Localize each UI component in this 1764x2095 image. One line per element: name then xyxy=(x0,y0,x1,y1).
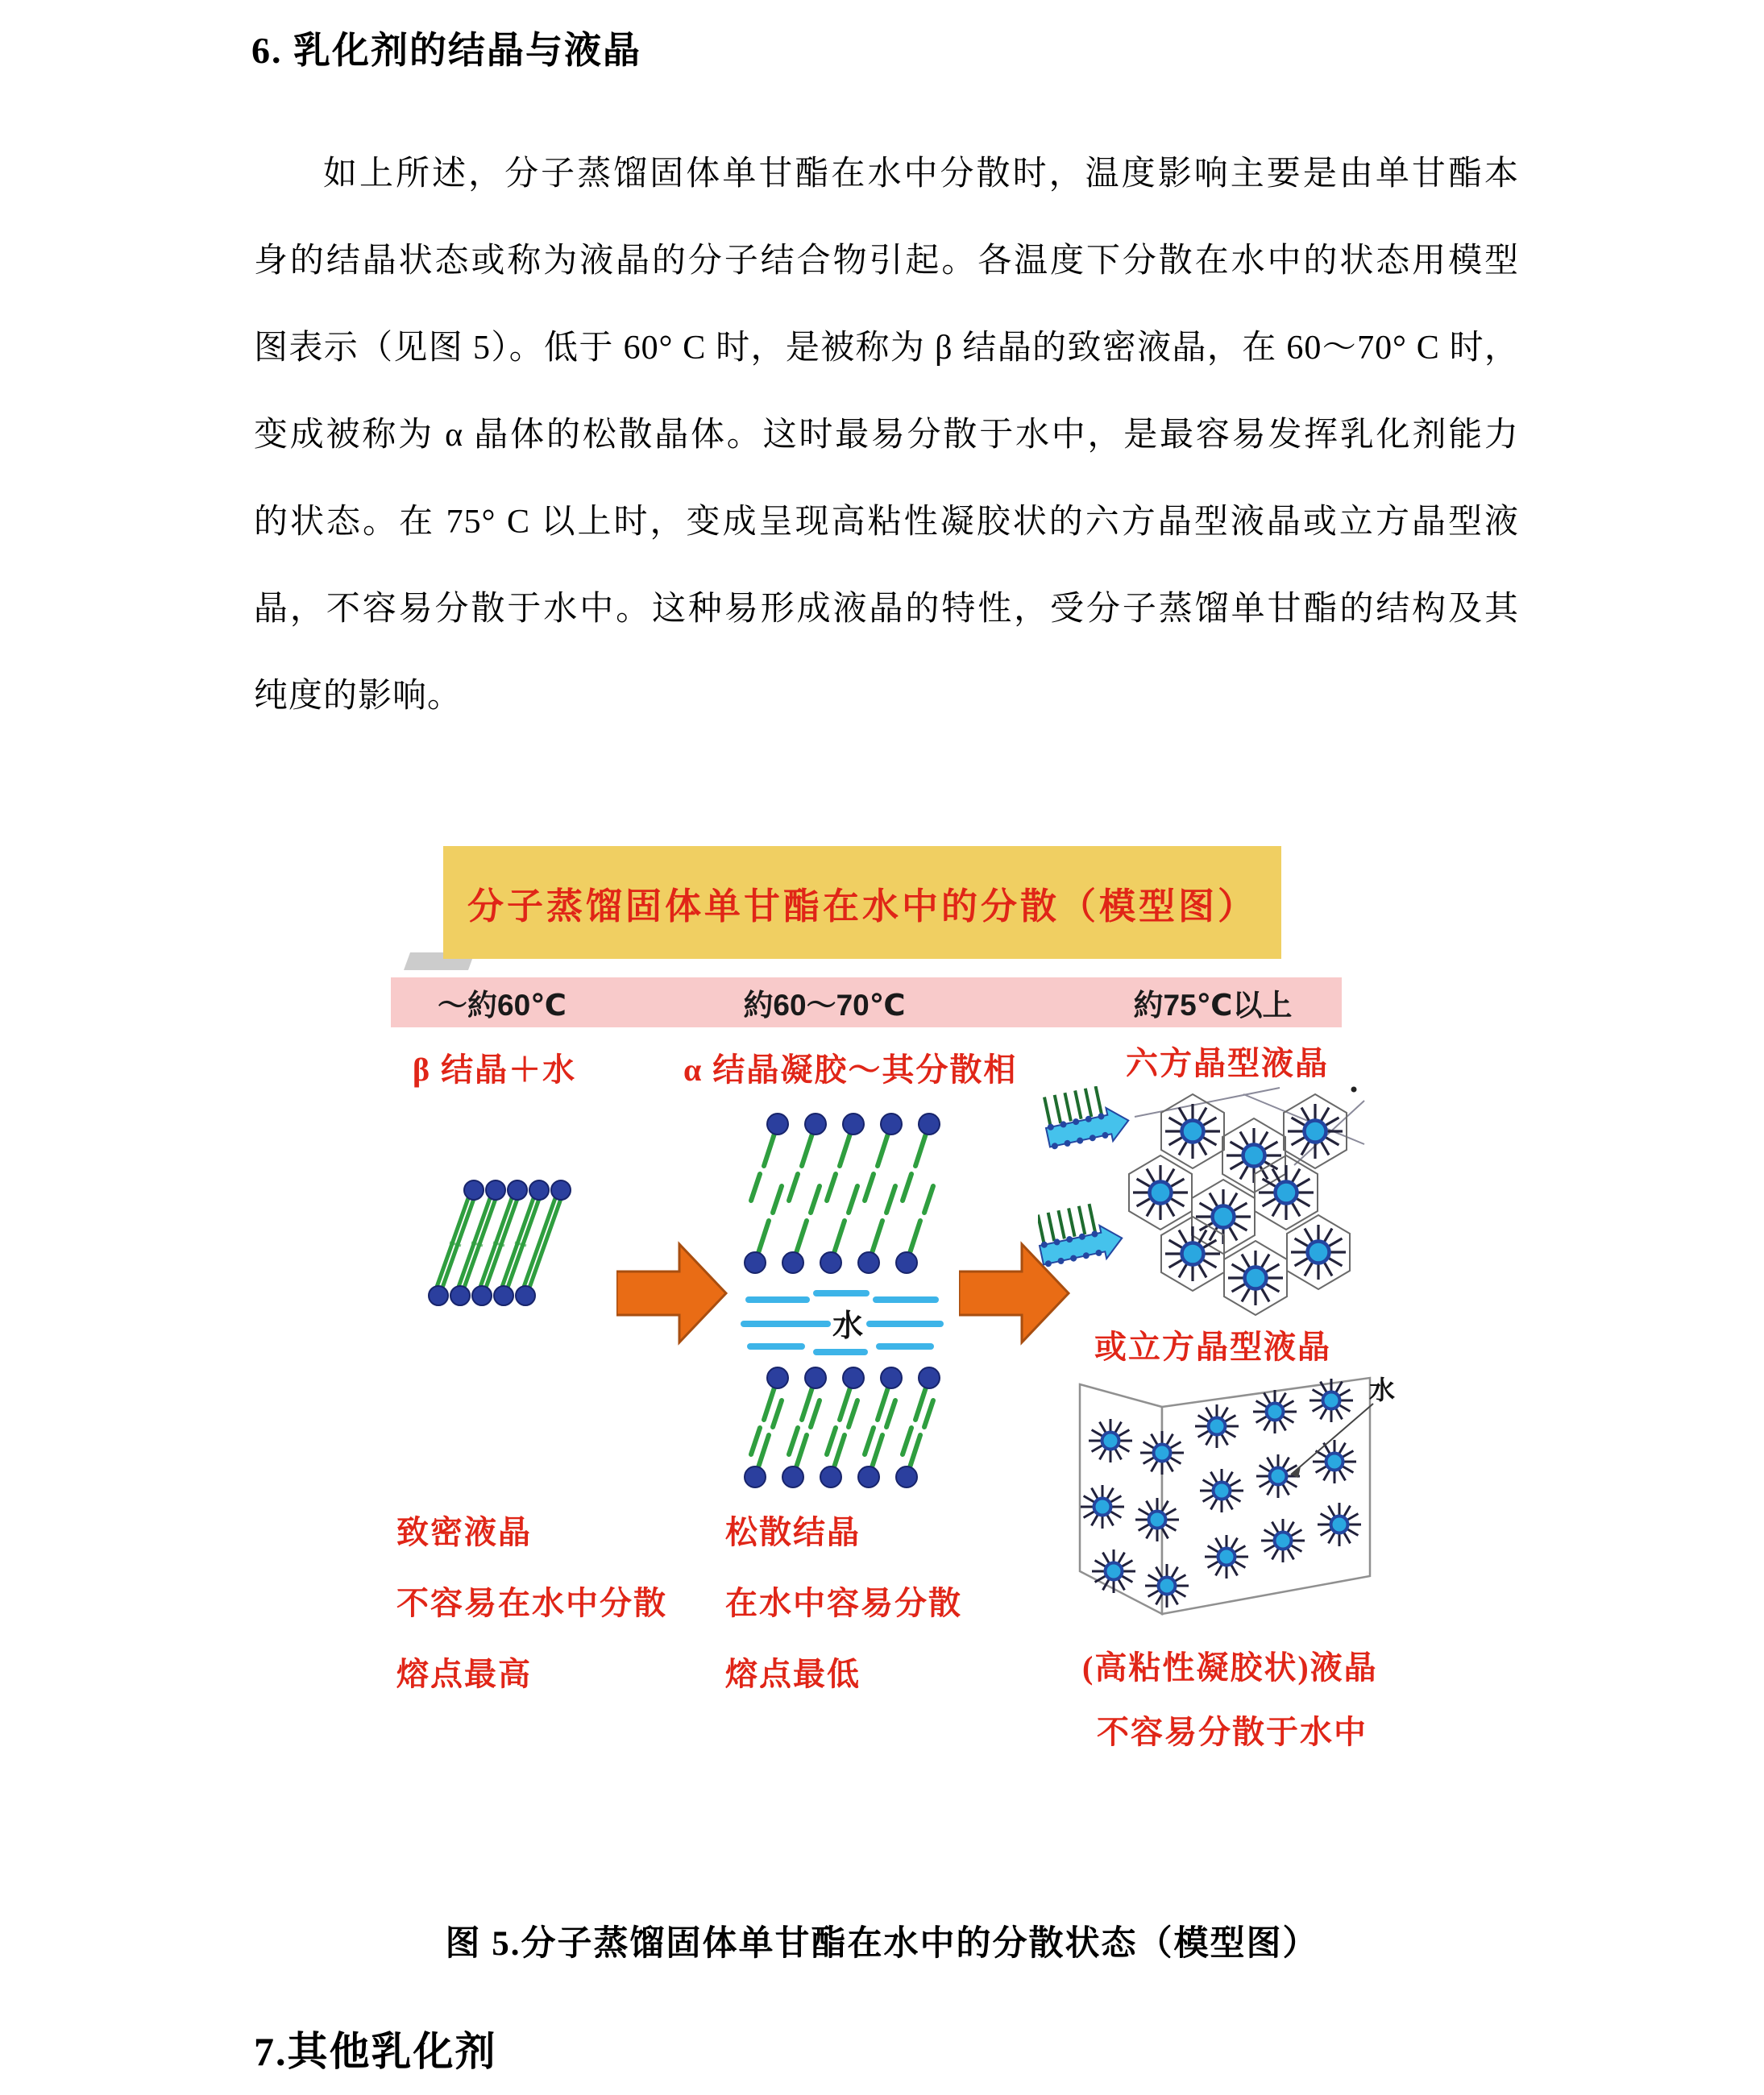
section-heading-7: 7.其他乳化剂 xyxy=(254,2029,497,2074)
note-line: 致密液晶 xyxy=(396,1514,532,1550)
notes-cubic xyxy=(1082,1636,1378,1765)
water-label: 水 xyxy=(1368,1375,1396,1404)
cubic-liquid-crystal-diagram xyxy=(1072,1368,1398,1630)
note-line: (高粘性凝胶状)液晶 xyxy=(1082,1649,1378,1686)
paragraph-line: 图表示（见图 5）。低于 60° C 时，是被称为 β 结晶的致密液晶，在 60～70° C 时， xyxy=(254,330,1519,367)
hexagonal-liquid-crystal-diagram xyxy=(1038,1086,1368,1320)
beta-crystal-diagram xyxy=(419,1168,612,1317)
phase-label-beta: β 结晶＋水 xyxy=(413,1052,577,1088)
note-line: 松散结晶 xyxy=(725,1514,861,1550)
figure-title: 分子蒸馏固体单甘酯在水中的分散（模型图） xyxy=(467,886,1257,927)
note-line: 在水中容易分散 xyxy=(725,1585,962,1621)
temperature-header-col3: 約75℃以上 xyxy=(1133,989,1293,1022)
phase-label-hexagonal: 六方晶型液晶 xyxy=(1126,1045,1329,1081)
note-line: 熔点最低 xyxy=(725,1656,861,1692)
section-heading-6: 6. 乳化剂的结晶与液晶 xyxy=(251,30,641,71)
paragraph-line: 晶，不容易分散于水中。这种易形成液晶的特性，受分子蒸馏单甘酯的结构及其 xyxy=(254,591,1519,628)
notes-alpha xyxy=(725,1497,962,1710)
paragraph-line: 如上所述，分子蒸馏固体单甘酯在水中分散时，温度影响主要是由单甘酯本 xyxy=(323,156,1519,193)
temperature-header-bar xyxy=(391,977,1342,1027)
note-line: 不容易在水中分散 xyxy=(396,1585,667,1621)
alpha-gel-diagram xyxy=(737,1108,947,1488)
figure-title-banner xyxy=(443,846,1281,959)
paragraph-line: 的状态。在 75° C 以上时，变成呈现高粘性凝胶状的六方晶型液晶或立方晶型液 xyxy=(254,504,1519,541)
temperature-header-col1: ～約60℃ xyxy=(438,989,567,1022)
temperature-header-col2: 約60～70℃ xyxy=(743,989,906,1022)
phase-label-alpha: α 结晶凝胶～其分散相 xyxy=(683,1052,1018,1088)
notes-beta xyxy=(396,1497,667,1710)
paragraph-line: 纯度的影响。 xyxy=(254,678,463,715)
body-paragraph xyxy=(254,131,1519,740)
water-label: 水 xyxy=(832,1309,864,1343)
paragraph-line: 变成被称为 α 晶体的松散晶体。这时最易分散于水中，是最容易发挥乳化剂能力 xyxy=(254,417,1519,454)
note-line: 熔点最高 xyxy=(396,1656,532,1692)
figure-caption: 图 5.分子蒸馏固体单甘酯在水中的分散状态（模型图） xyxy=(445,1925,1319,1963)
paragraph-line: 身的结晶状态或称为液晶的分子结合物引起。各温度下分散在水中的状态用模型 xyxy=(254,243,1519,280)
note-line: 不容易分散于水中 xyxy=(1097,1714,1368,1750)
phase-label-cubic: 或立方晶型液晶 xyxy=(1094,1329,1331,1365)
right-arrow-icon xyxy=(616,1241,729,1346)
